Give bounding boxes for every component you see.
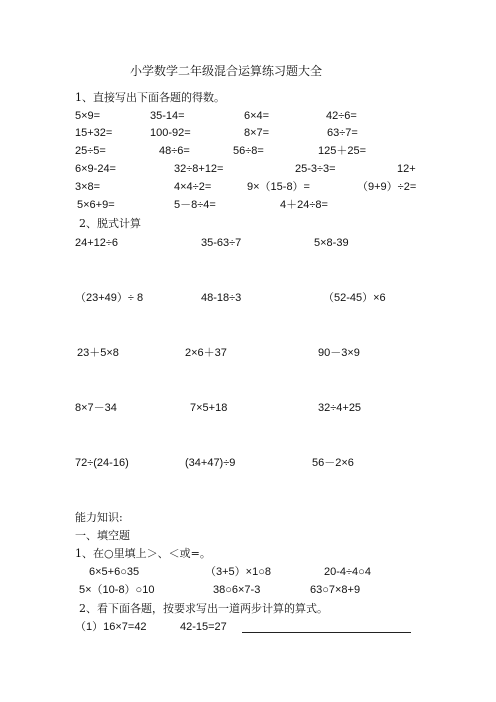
problem: 63÷7=: [327, 127, 358, 139]
problem: 32÷4+25: [318, 402, 362, 414]
problem: 23＋5×8: [77, 347, 119, 359]
problem: 35-14=: [150, 110, 185, 122]
problem: 100-92=: [150, 127, 191, 139]
problem: 25-3÷3=: [295, 163, 336, 175]
two-step-problem: （1）16×7=42: [75, 621, 147, 633]
problem: (34+47)÷9: [185, 457, 236, 469]
problem: 35-63÷7: [201, 237, 242, 249]
problem: 24+12÷6: [75, 237, 119, 249]
problem: 2×6＋37: [185, 347, 227, 359]
compare-problem: （3+5）×1○8: [205, 566, 271, 578]
two-step-problem: 42-15=27: [180, 621, 227, 633]
problem: 4×4÷2=: [174, 181, 212, 193]
page-title: 小学数学二年级混合运算练习题大全: [130, 64, 323, 78]
answer-blank-line[interactable]: [242, 632, 411, 633]
problem: （9+9）÷2=: [357, 181, 417, 193]
problem: 5×6+9=: [77, 199, 115, 211]
fill-blank-heading: 一、填空题: [75, 529, 130, 542]
problem: （52-45）×6: [323, 292, 386, 304]
problem: 15+32=: [75, 127, 113, 139]
problem: 6×4=: [244, 110, 270, 122]
compare-question-heading: 1、在○里填上＞、＜或=。: [75, 547, 211, 560]
section1-heading: 1、直接写出下面各题的得数。: [75, 91, 225, 104]
problem: 7×5+18: [190, 402, 228, 414]
compare-problem: 20-4÷4○4: [324, 566, 371, 578]
problem: 3×8=: [75, 181, 101, 193]
compare-problem: 6×5+6○35: [89, 566, 140, 578]
problem: 6×9-24=: [75, 163, 116, 175]
problem: 9×（15-8）=: [247, 181, 310, 193]
problem: 8×7－34: [75, 402, 117, 414]
compare-problem: 5×（10-8）○10: [79, 584, 155, 596]
problem: 25÷5=: [75, 145, 106, 157]
problem: 32÷8+12=: [174, 163, 224, 175]
problem: 5－8÷4=: [174, 199, 216, 211]
problem: 48÷6=: [159, 145, 190, 157]
problem: 42÷6=: [326, 110, 357, 122]
problem: 48-18÷3: [201, 292, 242, 304]
problem: 12+: [397, 163, 416, 175]
problem: 56－2×6: [312, 457, 354, 469]
section2-heading: 2、脱式计算: [79, 217, 141, 230]
problem: 125＋25=: [318, 145, 367, 157]
problem: 56÷8=: [233, 145, 264, 157]
problem: 72÷(24-16): [75, 457, 129, 469]
problem: 5×9=: [75, 110, 101, 122]
problem: （23+49）÷ 8: [75, 292, 144, 304]
problem: 4＋24÷8=: [280, 199, 328, 211]
two-step-question-heading: 2、看下面各题，按要求写出一道两步计算的算式。: [79, 602, 328, 615]
problem: 90－3×9: [318, 347, 360, 359]
compare-problem: 63○7×8+9: [310, 584, 361, 596]
problem: 5×8-39: [314, 237, 349, 249]
problem: 8×7=: [244, 127, 270, 139]
compare-problem: 38○6×7-3: [213, 584, 261, 596]
ability-heading: 能力知识:: [75, 511, 123, 524]
